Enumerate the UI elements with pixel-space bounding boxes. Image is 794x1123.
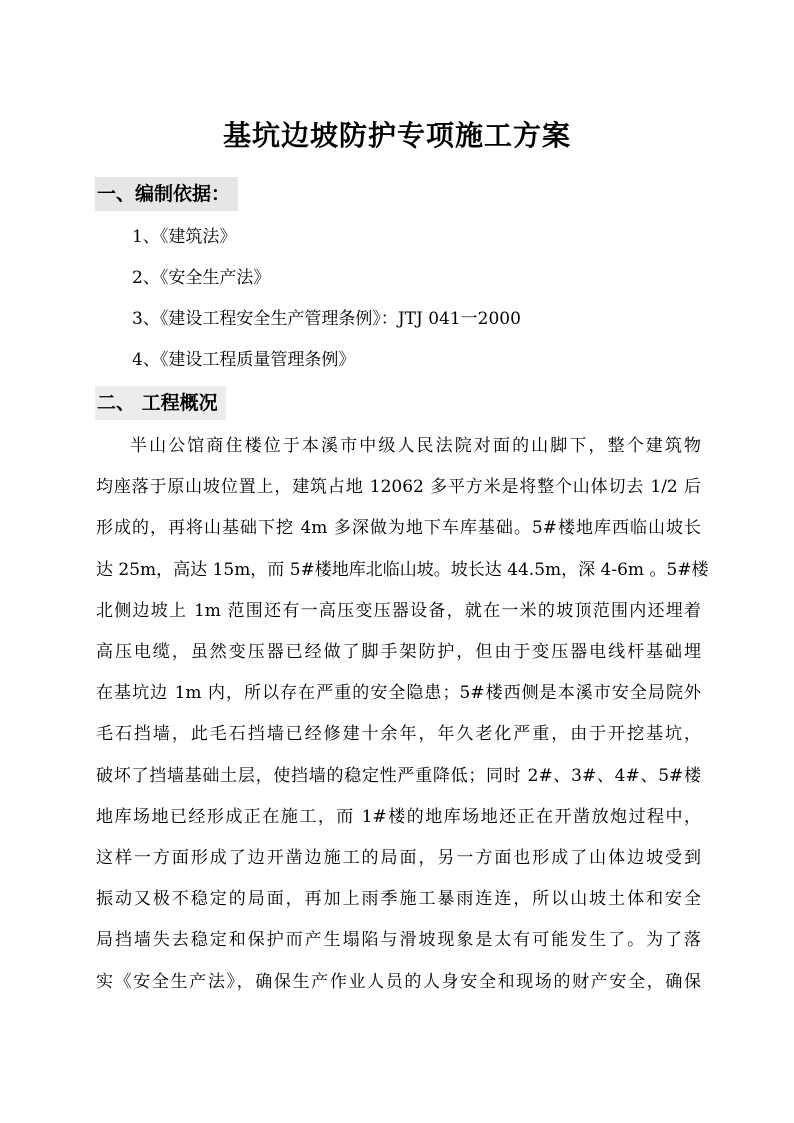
section-heading-overview: 二、 工程概况 (95, 386, 226, 420)
paragraph-line: 半山公馆商住楼位于本溪市中级人民法院对面的山脚下，整个建筑物 (130, 436, 701, 456)
list-item: 3、《建设工程安全生产管理条例》：JTJ 041一2000 (132, 309, 521, 329)
overview-paragraph (96, 426, 709, 1003)
paragraph-line: 高压电缆，虽然变压器已经做了脚手架防护，但由于变压器电线杆基础埋 (96, 642, 701, 663)
paragraph-line: 毛石挡墙，此毛石挡墙已经修建十余年，年久老化严重，由于开挖基坑， (96, 724, 701, 745)
paragraph-line: 均座落于原山坡位置上，建筑占地 12062 多平方米是将整个山体切去 1/2 后 (96, 477, 701, 498)
basis-list (132, 222, 521, 386)
paragraph-line: 地库场地已经形成正在施工，而 1#楼的地库场地还正在开凿放炮过程中， (96, 806, 701, 827)
list-item: 2、《安全生产法》 (132, 268, 271, 288)
paragraph-line: 振动又极不稳定的局面，再加上雨季施工暴雨连连，所以山坡土体和安全 (96, 889, 701, 910)
paragraph-line: 达 25m，高达 15m，而 5#楼地库北临山坡。坡长达 44.5m，深 4-6m 。5#楼 (96, 559, 709, 580)
paragraph-line: 实《安全生产法》，确保生产作业人员的人身安全和现场的财产安全，确保 (96, 971, 701, 992)
paragraph-line: 形成的，再将山基础下挖 4m 多深做为地下车库基础。5#楼地库西临山坡长 (96, 518, 701, 539)
list-item: 4、《建设工程质量管理条例》 (132, 350, 356, 370)
list-item: 1、《建筑法》 (132, 227, 237, 247)
paragraph-line: 北侧边坡上 1m 范围还有一高压变压器设备，就在一米的坡顶范围内还埋着 (96, 600, 701, 621)
paragraph-line: 这样一方面形成了边开凿边施工的局面，另一方面也形成了山体边坡受到 (96, 848, 701, 869)
paragraph-line: 破坏了挡墙基础土层，使挡墙的稳定性严重降低；同时 2#、3#、4#、5#楼 (96, 765, 701, 786)
paragraph-line: 在基坑边 1m 内，所以存在严重的安全隐患；5#楼西侧是本溪市安全局院外 (96, 683, 701, 704)
document-title: 基坑边坡防护专项施工方案 (222, 119, 571, 152)
paragraph-line: 局挡墙失去稳定和保护而产生塌陷与滑坡现象是太有可能发生了。为了落 (96, 930, 701, 951)
section-heading-basis: 一、编制依据： (95, 177, 238, 211)
